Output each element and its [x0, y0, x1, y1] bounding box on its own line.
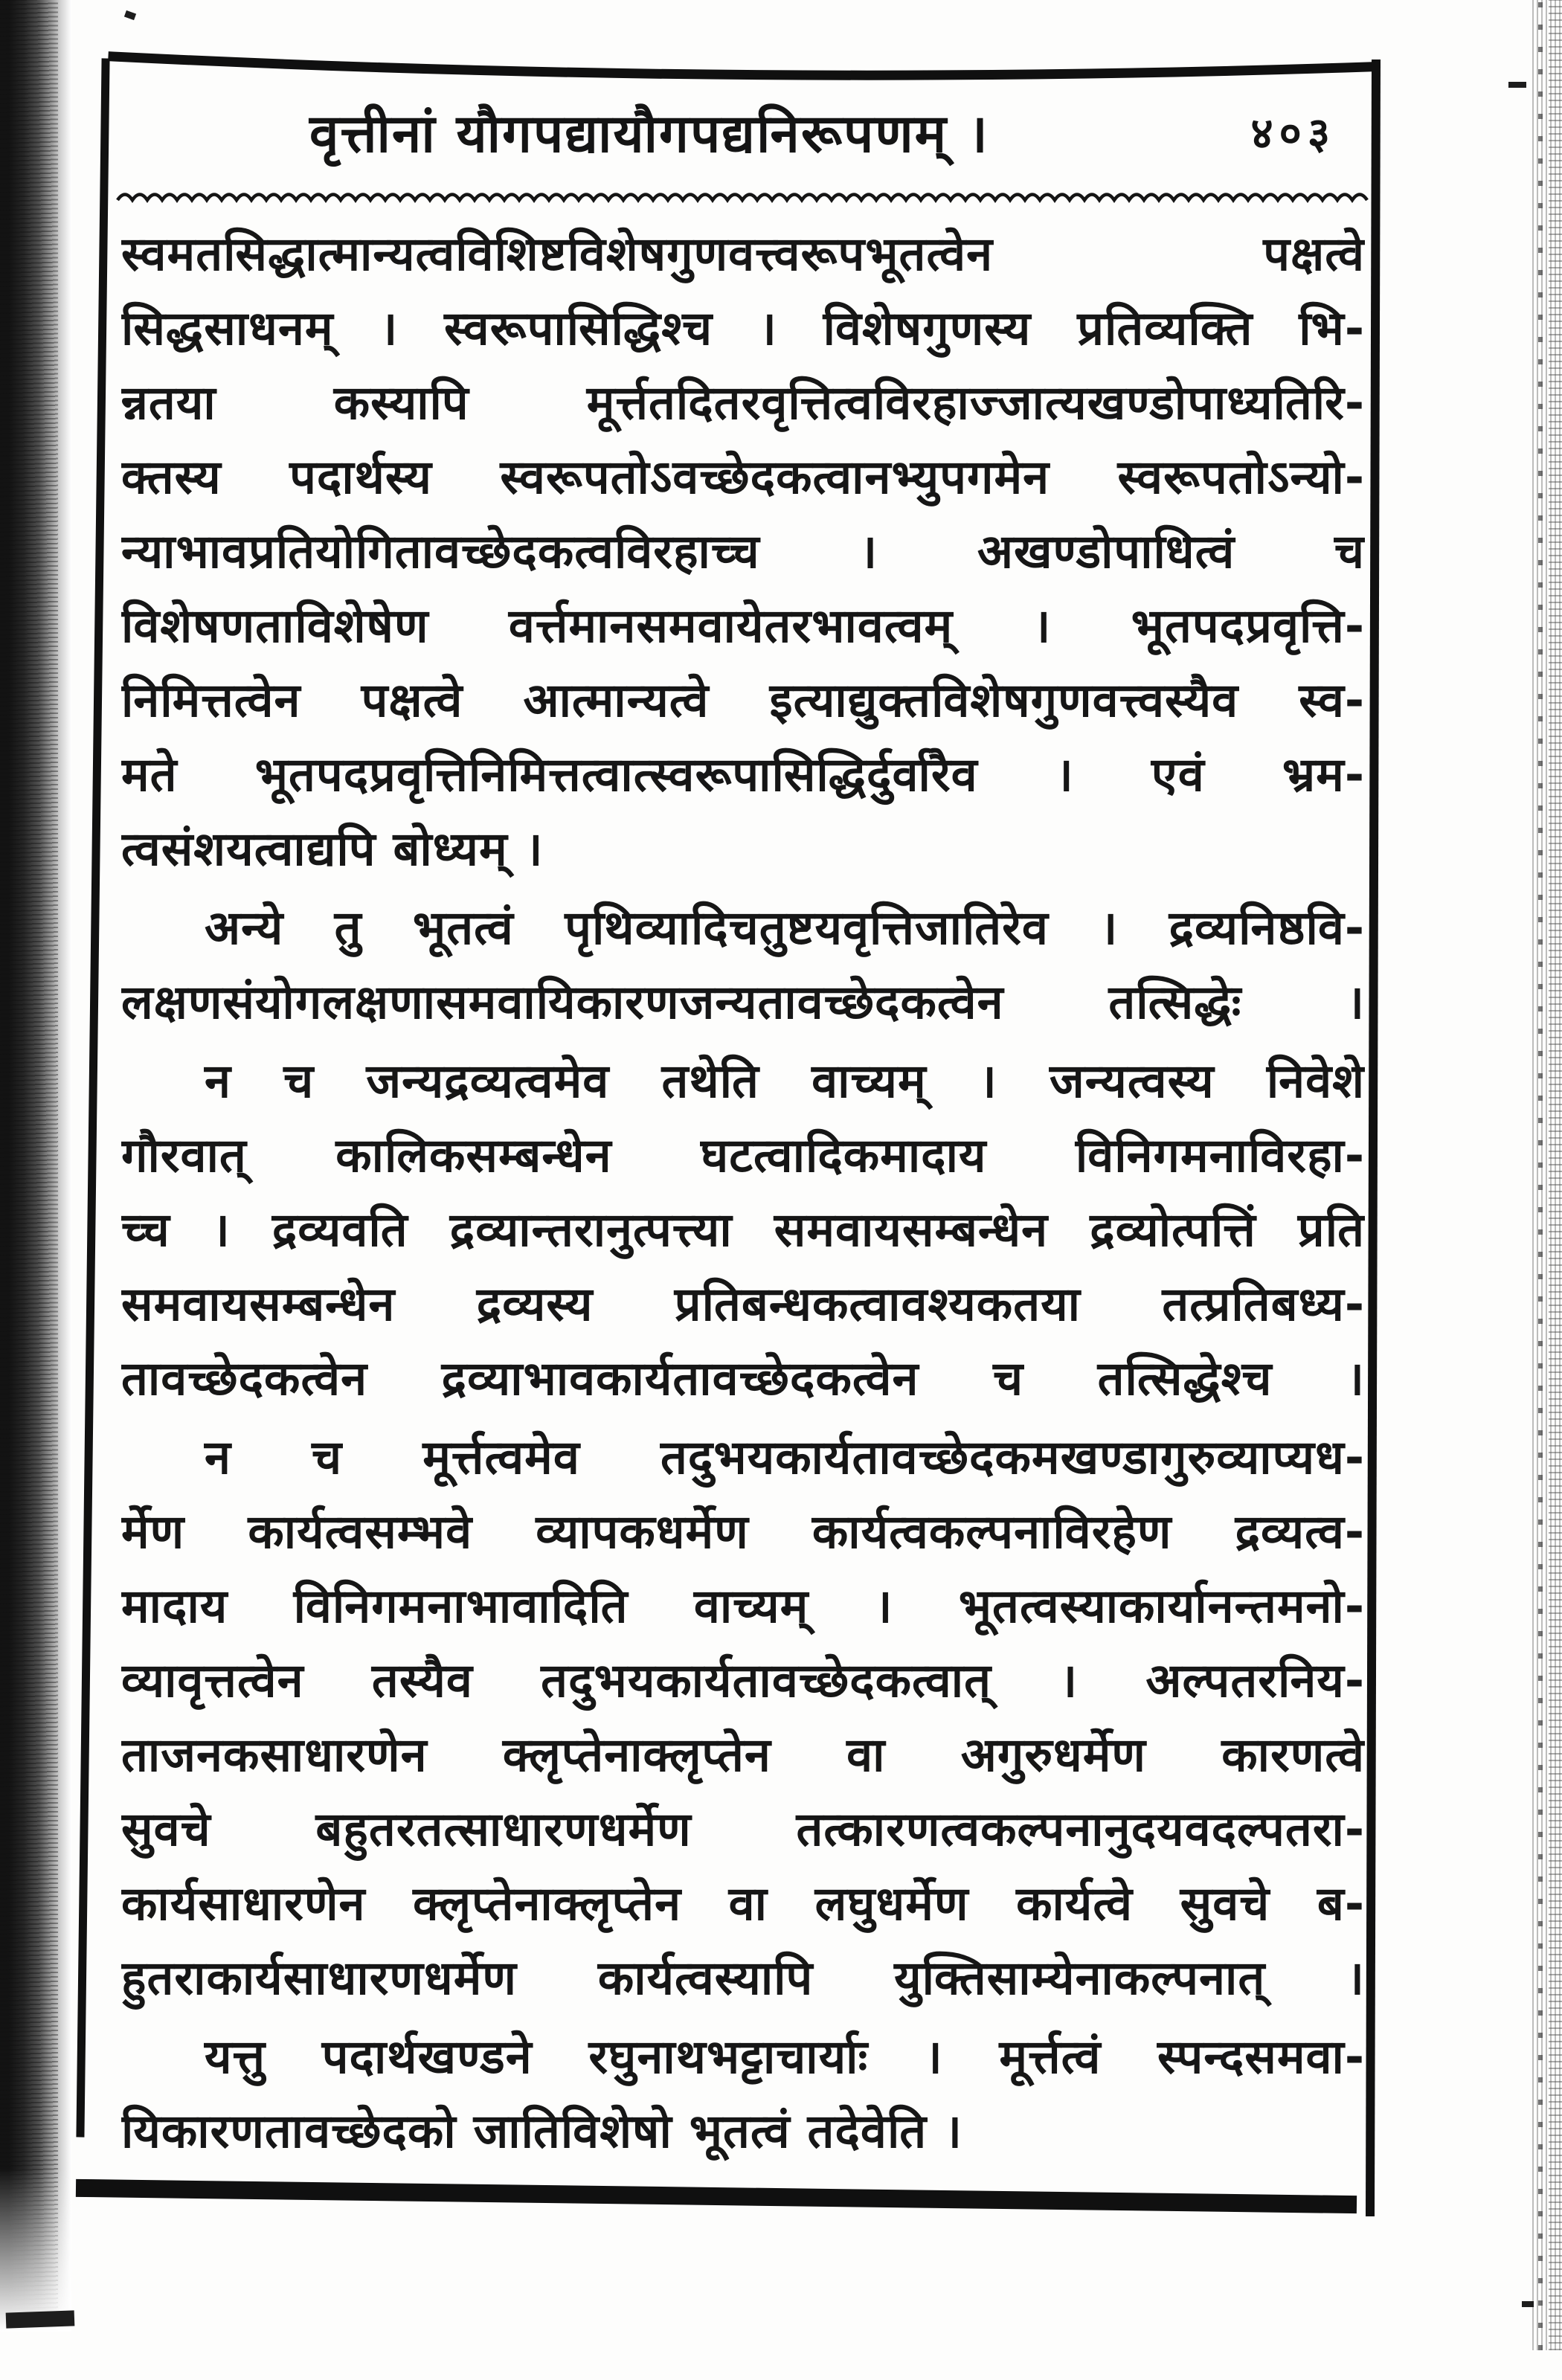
- text-line: विशेषणताविशेषेण वर्त्तमानसमवायेतरभावत्वम् । भूतपदप्रवृत्ति-: [121, 599, 1365, 653]
- text-line: कार्यसाधारणेन क्लृप्तेनाक्लृप्तेन वा लघुधर्मेण कार्यत्वे सुवचे ब-: [121, 1876, 1365, 1931]
- text-line: लक्षणसंयोगलक्षणासमवायिकारणजन्यतावच्छेदकत्वेन तत्सिद्धेः ।: [121, 975, 1365, 1029]
- text-line: सुवचे बहुतरतत्साधारणधर्मेण तत्कारणत्वकल्पनानुदयवदल्पतरा-: [121, 1802, 1365, 1856]
- text-line: र्मेण कार्यत्वसम्भवे व्यापकधर्मेण कार्यत्वकल्पनाविरहेण द्रव्यत्व-: [121, 1505, 1365, 1559]
- text-line: हुतराकार्यसाधारणधर्मेण कार्यत्वस्यापि युक्तिसाम्येनाकल्पनात् ।: [121, 1951, 1365, 2005]
- chapter-title: वृत्तीनां यौगपद्यायौगपद्यनिरूपणम् ।: [309, 102, 989, 164]
- page-header: [119, 86, 1369, 176]
- text-line: न च मूर्त्तत्वमेव तदुभयकार्यतावच्छेदकमखण्डागुरुव्याप्यध-: [205, 1430, 1365, 1485]
- text-line: समवायसम्बन्धेन द्रव्यस्य प्रतिबन्धकत्वावश्यकतया तत्प्रतिबध्य-: [121, 1277, 1365, 1331]
- text-line: त्वसंशयत्वाद्यपि बोध्यम् ।: [121, 822, 544, 876]
- text-line: व्यावृत्तत्वेन तस्यैव तदुभयकार्यतावच्छेदकत्वात् । अल्पतरनिय-: [121, 1653, 1365, 1708]
- text-line: न्याभावप्रतियोगितावच्छेदकत्वविरहाच्च । अखण्डोपाधित्वं च: [121, 524, 1365, 579]
- text-line: निमित्तत्वेन पक्षत्वे आत्मान्यत्वे इत्याद्युक्तविशेषगुणवत्त्वस्यैव स्व-: [121, 673, 1365, 727]
- text-line: तावच्छेदकत्वेन द्रव्याभावकार्यतावच्छेदकत्वेन च तत्सिद्धेश्च ।: [121, 1351, 1365, 1406]
- text-line: न्नतया कस्यापि मूर्त्ततदितरवृत्तित्वविरहाज्जात्यखण्डोपाध्यतिरि-: [121, 376, 1365, 430]
- frame-left-rule: [80, 62, 106, 2133]
- text-line: स्वमतसिद्धात्मान्यत्वविशिष्टविशेषगुणवत्त्वरूपभूतत्वेन पक्षत्वे: [121, 227, 1365, 281]
- body-text: [121, 217, 1365, 2169]
- text-line: गौरवात् कालिकसम्बन्धेन घटत्वादिकमादाय विनिगमनाविरहा-: [121, 1128, 1365, 1183]
- text-line: न च जन्यद्रव्यत्वमेव तथेति वाच्यम् । जन्यत्वस्य निवेशे: [205, 1054, 1365, 1108]
- text-line: सिद्धसाधनम् । स्वरूपासिद्धिश्च । विशेषगुणस्य प्रतिव्यक्ति भि-: [121, 301, 1365, 356]
- frame-right-rule: [1370, 64, 1376, 2212]
- text-line: यिकारणतावच्छेदको जातिविशेषो भूतत्वं तदेवेति ।: [121, 2104, 962, 2158]
- page-number: ४०३: [1250, 107, 1336, 158]
- wavy-separator: [118, 195, 1367, 201]
- text-line: मादाय विनिगमनाभावादिति वाच्यम् । भूतत्वस्याकार्यानन्तमनो-: [121, 1579, 1365, 1633]
- text-line: क्तस्य पदार्थस्य स्वरूपतोऽवच्छेदकत्वानभ्युपगमेन स्वरूपतोऽन्यो-: [121, 450, 1365, 504]
- text-line: च्च । द्रव्यवति द्रव्यान्तरानुत्पत्त्या समवायसम्बन्धेन द्रव्योत्पत्तिं प्रति: [121, 1203, 1365, 1257]
- text-line: यत्तु पदार्थखण्डने रघुनाथभट्टाचार्याः । मूर्त्तत्वं स्पन्दसमवा-: [205, 2030, 1365, 2084]
- text-line: मते भूतपदप्रवृत्तिनिमित्तत्वात्स्वरूपासिद्धिर्दुर्वारैव । एवं भ्रम-: [121, 747, 1365, 802]
- text-line: अन्ये तु भूतत्वं पृथिव्यादिचतुष्टयवृत्तिजातिरेव । द्रव्यनिष्ठवि-: [205, 901, 1365, 955]
- text-line: ताजनकसाधारणेन क्लृप्तेनाक्लृप्तेन वा अगुरुधर्मेण कारणत्वे: [121, 1728, 1365, 1782]
- frame-top-rule: [113, 57, 1367, 75]
- frame-bottom-rule: [85, 2188, 1348, 2204]
